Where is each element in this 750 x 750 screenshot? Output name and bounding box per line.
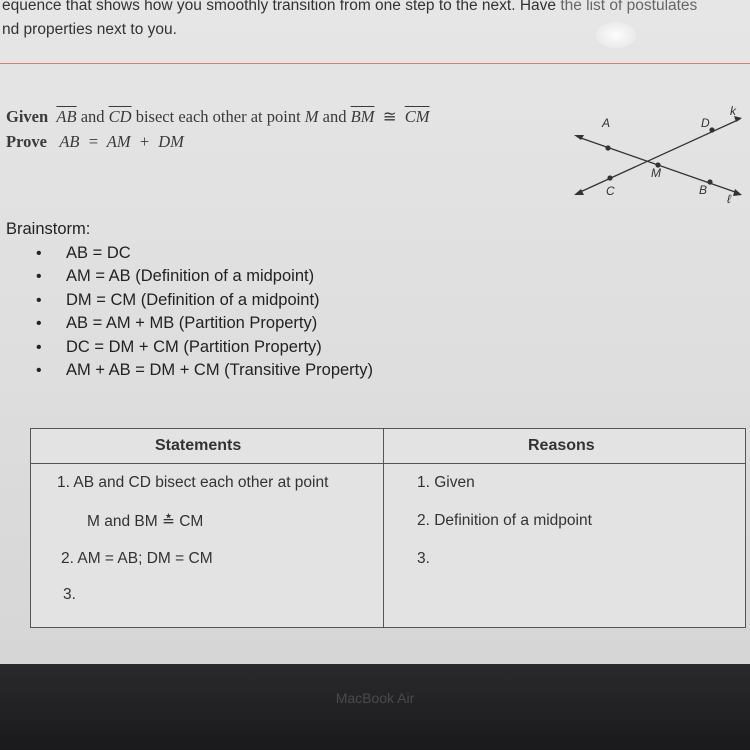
reason-1[interactable]: 1. Given bbox=[417, 474, 475, 491]
given-and-1: and bbox=[80, 107, 105, 126]
reason-3[interactable]: 3. bbox=[417, 550, 430, 567]
label-k: k bbox=[730, 104, 736, 118]
point-b bbox=[707, 179, 712, 184]
label-b: B bbox=[699, 183, 708, 197]
header-divider bbox=[31, 463, 745, 464]
list-item: • AB = DC bbox=[6, 242, 373, 266]
section-divider bbox=[0, 63, 750, 64]
intersecting-lines-diagram bbox=[570, 100, 750, 210]
segment-cd: $\overline{CD}$ bbox=[108, 107, 132, 126]
label-a: A bbox=[602, 116, 611, 130]
brainstorm-list bbox=[6, 242, 373, 383]
prove-statement: AB = AM + DM bbox=[59, 132, 184, 151]
arrow-l-end bbox=[733, 189, 742, 196]
statement-1[interactable]: 1. AB and CD bisect each other at point bbox=[57, 474, 329, 491]
brainstorm-section bbox=[6, 218, 373, 383]
point-c bbox=[607, 175, 612, 180]
given-text: bisect each other at point bbox=[135, 107, 301, 126]
instructions-line-1: equence that shows how you smoothly transition from one step to the next. Have bbox=[2, 0, 561, 14]
given-prove-block bbox=[6, 104, 430, 154]
instructions-line-2: nd properties next to you. bbox=[2, 21, 177, 38]
reason-2[interactable]: 2. Definition of a midpoint bbox=[417, 512, 592, 529]
congruent-symbol: ≅ bbox=[382, 107, 397, 126]
statement-2[interactable]: 2. AM = AB; DM = CM bbox=[61, 550, 213, 567]
segment-cm: $\overline{CM}$ bbox=[404, 107, 430, 126]
instructions-highlight: the list of postulates bbox=[560, 0, 698, 14]
column-divider bbox=[383, 429, 384, 627]
segment-bm: $\overline{BM}$ bbox=[350, 107, 375, 126]
line-cd bbox=[578, 119, 740, 193]
list-item: • DC = DM + CM (Partition Property) bbox=[6, 336, 373, 360]
given-label: Given bbox=[6, 107, 49, 126]
prove-label: Prove bbox=[6, 132, 47, 151]
list-item: • AM = AB (Definition of a midpoint) bbox=[6, 265, 373, 289]
device-label: MacBook Air bbox=[335, 690, 415, 706]
given-line bbox=[6, 104, 430, 129]
prove-line bbox=[6, 129, 430, 154]
list-item: • AM + AB = DM + CM (Transitive Property) bbox=[6, 359, 373, 383]
proof-table bbox=[30, 428, 746, 628]
given-point: M bbox=[304, 107, 319, 126]
arrow-c-end bbox=[574, 189, 584, 195]
screen-glare bbox=[596, 22, 636, 48]
laptop-bezel bbox=[0, 664, 750, 750]
label-c: C bbox=[606, 184, 615, 198]
label-d: D bbox=[701, 116, 710, 130]
statements-header: Statements bbox=[155, 437, 242, 454]
label-m: M bbox=[651, 166, 661, 180]
point-a bbox=[605, 145, 610, 150]
label-l: ℓ bbox=[727, 192, 731, 206]
brainstorm-title: Brainstorm: bbox=[6, 220, 91, 238]
statement-1-cont[interactable]: M and BM ≛ CM bbox=[87, 513, 204, 530]
given-and-2: and bbox=[322, 107, 347, 126]
list-item: • AB = AM + MB (Partition Property) bbox=[6, 312, 373, 336]
list-item: • DM = CM (Definition of a midpoint) bbox=[6, 289, 373, 313]
point-d bbox=[709, 127, 714, 132]
segment-ab: $\overline{AB}$ bbox=[56, 107, 77, 126]
statement-3[interactable]: 3. bbox=[63, 586, 76, 603]
reasons-header: Reasons bbox=[528, 437, 595, 454]
